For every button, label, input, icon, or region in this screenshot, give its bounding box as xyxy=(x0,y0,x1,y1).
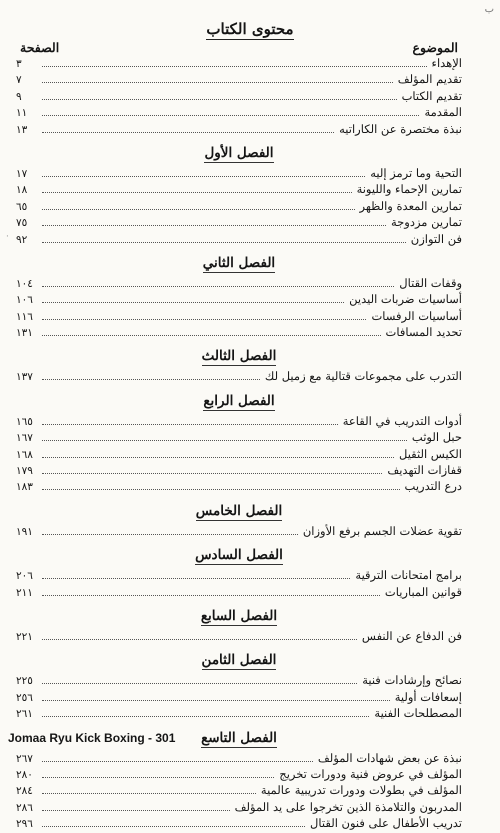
entry-page-number: ٦٥ xyxy=(16,200,28,213)
toc-entry xyxy=(16,750,462,766)
entry-title: فن التوازن xyxy=(410,231,462,246)
entry-title: تدريب الأطفال على فنون القتال xyxy=(310,816,462,831)
dot-leader xyxy=(42,107,419,116)
entry-title: تقديم المؤلف xyxy=(397,72,462,87)
entry-title: تمارين المعدة والظهر xyxy=(359,198,462,213)
dot-leader xyxy=(42,587,380,596)
entry-title: المقدمة xyxy=(424,105,462,120)
entry-page-number: ٢٨٤ xyxy=(16,785,33,798)
toc-entry xyxy=(16,198,462,214)
entry-title: المصطلحات الفنية xyxy=(374,706,462,721)
entry-title: برامج امتحانات الترقية xyxy=(355,568,462,583)
dot-leader xyxy=(42,416,338,425)
entry-page-number: ١٦٧ xyxy=(16,432,33,445)
toc-entry xyxy=(16,672,462,688)
chapter-title: الفصل السابع xyxy=(200,607,278,624)
entry-title: قوانين المباريات xyxy=(384,584,462,599)
entry-page-number: ١١ xyxy=(16,107,28,120)
chapter-title: الفصل السادس xyxy=(195,547,283,564)
entry-page-number: ٧ xyxy=(16,74,22,87)
entry-page-number: ٢١١ xyxy=(16,586,33,599)
dot-leader xyxy=(42,168,365,177)
dot-leader xyxy=(42,675,357,684)
toc-entry xyxy=(16,766,462,782)
page-footer: Jomaa Ryu Kick Boxing - 301 xyxy=(8,731,176,745)
entry-title: نبذة عن بعض شهادات المؤلف xyxy=(317,750,462,765)
dot-leader xyxy=(42,124,334,133)
entry-page-number: ١٧ xyxy=(16,167,28,180)
entry-page-number: ١١٦ xyxy=(16,310,33,323)
dot-leader xyxy=(42,201,355,210)
table-of-contents xyxy=(16,55,462,832)
entry-title: تحديد المسافات xyxy=(385,325,462,340)
entry-title: تمارين مزدوجة xyxy=(391,215,462,230)
entry-title: حبل الوثب xyxy=(411,430,462,445)
chapter-heading xyxy=(16,604,462,628)
entry-page-number: ١٧٩ xyxy=(16,465,33,478)
chapter-heading xyxy=(16,648,462,672)
dot-leader xyxy=(42,692,390,701)
entry-page-number: ١٨ xyxy=(16,184,28,197)
entry-page-number: ١٠٦ xyxy=(16,294,33,307)
topic-column-header: الموضوع xyxy=(412,40,458,55)
dot-leader xyxy=(42,526,298,535)
entry-page-number: ٩٢ xyxy=(16,233,28,246)
chapter-title: الفصل الرابع xyxy=(203,392,275,409)
toc-entry xyxy=(16,478,462,494)
dot-leader xyxy=(42,570,350,579)
chapter-heading xyxy=(16,251,462,275)
dot-leader xyxy=(42,184,352,193)
chapter-title: الفصل التاسع xyxy=(201,729,277,746)
entry-page-number: ١٩١ xyxy=(16,525,33,538)
entry-title: المؤلف في عروض فنية ودورات تخريج xyxy=(279,766,462,781)
dot-leader xyxy=(42,802,230,811)
chapter-heading xyxy=(16,344,462,368)
entry-page-number: ٢٨٦ xyxy=(16,801,33,814)
entry-page-number: ١٦٥ xyxy=(16,415,33,428)
toc-entry xyxy=(16,104,462,120)
entry-title: نبذة مختصرة عن الكاراتيه xyxy=(339,121,462,136)
dot-leader xyxy=(42,311,366,320)
chapter-title: الفصل الأول xyxy=(204,144,274,161)
toc-entry xyxy=(16,165,462,181)
toc-entry xyxy=(16,88,462,104)
toc-entry xyxy=(16,324,462,340)
dot-leader xyxy=(42,708,369,717)
entry-title: درع التدريب xyxy=(404,479,462,494)
entry-page-number: ٢٢٥ xyxy=(16,675,33,688)
toc-entry xyxy=(16,429,462,445)
toc-entry xyxy=(16,291,462,307)
toc-entry xyxy=(16,231,462,247)
dot-leader xyxy=(42,278,394,287)
entry-page-number: ٢٦١ xyxy=(16,708,33,721)
entry-page-number: ١٣١ xyxy=(16,327,33,340)
toc-entry xyxy=(16,628,462,644)
entry-title: أساسيات الرفسات xyxy=(371,308,462,323)
entry-title: إسعافات أولية xyxy=(394,689,462,704)
toc-entry xyxy=(16,308,462,324)
toc-entry xyxy=(16,815,462,831)
page-title: محتوى الكتاب xyxy=(206,20,294,38)
dot-leader xyxy=(42,785,256,794)
toc-entry xyxy=(16,462,462,478)
dot-leader xyxy=(42,818,305,827)
chapter-heading xyxy=(16,543,462,567)
dot-leader xyxy=(42,327,381,336)
corner-mark: ب xyxy=(484,4,494,15)
toc-entry xyxy=(16,567,462,583)
toc-entry xyxy=(16,705,462,721)
toc-entry xyxy=(16,214,462,230)
dot-leader xyxy=(42,58,427,67)
entry-page-number: ٢٥٦ xyxy=(16,691,33,704)
entry-title: نصائح وإرشادات فنية xyxy=(362,673,462,688)
dot-leader xyxy=(42,753,313,762)
dot-leader xyxy=(42,481,400,490)
chapter-heading xyxy=(16,499,462,523)
toc-entry xyxy=(16,446,462,462)
entry-page-number: ١٦٨ xyxy=(16,448,33,461)
toc-entry xyxy=(16,413,462,429)
entry-title: الإهداء xyxy=(431,56,462,70)
toc-entry xyxy=(16,689,462,705)
entry-page-number: ١٣٧ xyxy=(16,371,33,384)
dot-leader xyxy=(42,631,357,640)
entry-page-number: ٢٠٦ xyxy=(16,570,33,583)
entry-title: قفازات التهديف xyxy=(387,463,462,478)
entry-title: وقفات القتال xyxy=(399,275,462,290)
toc-entry xyxy=(16,275,462,291)
toc-entry xyxy=(16,55,462,71)
toc-entry xyxy=(16,181,462,197)
dot-leader xyxy=(42,449,394,458)
dot-leader xyxy=(42,432,407,441)
entry-page-number: ٢٩٦ xyxy=(16,818,33,831)
entry-page-number: ٣ xyxy=(16,58,22,70)
chapter-title: الفصل الخامس xyxy=(195,502,283,519)
entry-title: تقوية عضلات الجسم برفع الأوزان xyxy=(302,523,462,538)
dot-leader xyxy=(42,371,260,380)
entry-page-number: ٧٥ xyxy=(16,217,28,230)
toc-entry xyxy=(16,71,462,87)
dot-leader xyxy=(42,769,274,778)
margin-speck: · xyxy=(6,232,9,242)
page-column-header: الصفحة xyxy=(20,40,60,55)
entry-title: تمارين الإحماء والليونة xyxy=(356,182,462,197)
toc-entry xyxy=(16,121,462,137)
dot-leader xyxy=(42,217,386,226)
chapter-title: الفصل الثامن xyxy=(201,652,277,669)
entry-page-number: ١٨٣ xyxy=(16,481,33,494)
dot-leader xyxy=(42,465,382,474)
entry-title: أساسيات ضربات اليدين xyxy=(349,292,462,307)
toc-entry xyxy=(16,584,462,600)
entry-page-number: ٢٢١ xyxy=(16,630,33,643)
entry-title: التدرب على مجموعات قتالية مع زميل لك xyxy=(264,369,462,384)
entry-title: الكيس الثقيل xyxy=(398,446,462,461)
entry-title: المدربون والتلامذة الذين تخرجوا على يد المؤلف xyxy=(234,799,462,814)
toc-entry xyxy=(16,368,462,384)
entry-title: التحية وما ترمز إليه xyxy=(370,165,462,180)
dot-leader xyxy=(42,234,406,243)
dot-leader xyxy=(42,91,397,100)
entry-page-number: ١٠٤ xyxy=(16,277,33,290)
entry-page-number: ٢٦٧ xyxy=(16,752,33,765)
entry-page-number: ٩ xyxy=(16,90,22,103)
chapter-heading xyxy=(16,389,462,413)
toc-entry xyxy=(16,523,462,539)
toc-entry xyxy=(16,799,462,815)
entry-title: المؤلف في بطولات ودورات تدريبية عالمية xyxy=(260,783,462,798)
entry-title: تقديم الكتاب xyxy=(401,88,462,103)
toc-entry xyxy=(16,782,462,798)
chapter-title: الفصل الثاني xyxy=(202,254,276,271)
dot-leader xyxy=(42,294,344,303)
entry-page-number: ١٣ xyxy=(16,123,28,136)
chapter-heading xyxy=(16,141,462,165)
entry-title: فن الدفاع عن النفس xyxy=(361,628,462,643)
dot-leader xyxy=(42,74,393,83)
entry-page-number: ٢٨٠ xyxy=(16,768,33,781)
entry-title: أدوات التدريب في القاعة xyxy=(342,413,462,428)
chapter-title: الفصل الثالث xyxy=(201,348,277,365)
